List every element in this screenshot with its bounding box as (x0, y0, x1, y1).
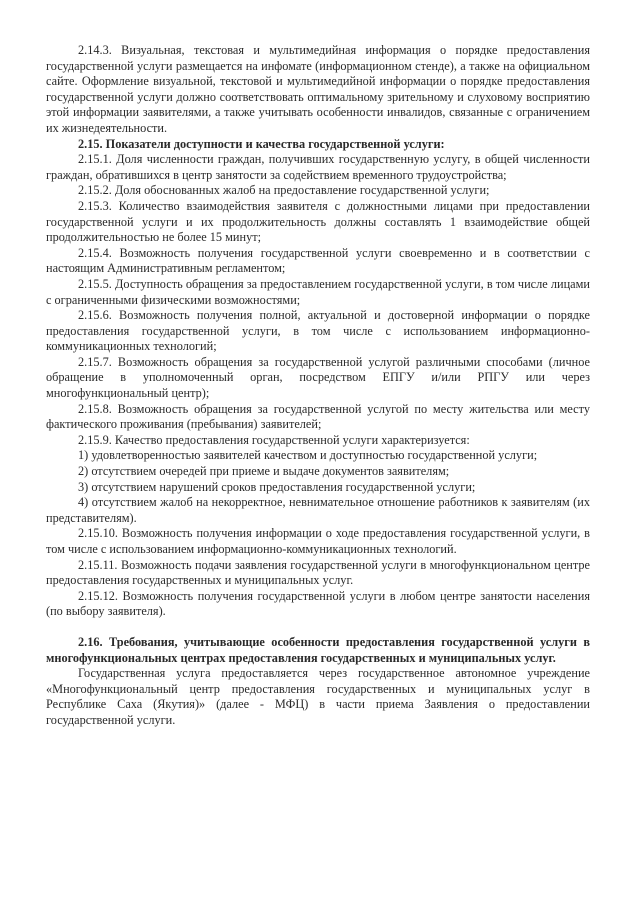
list-item-2-15-9-4: 4) отсутствием жалоб на некорректное, невнимательное отношение работников к заявителям (их представителям). (46, 495, 590, 525)
paragraph-2-16: Государственная услуга предоставляется через государственное автономное учреждение «Многофункциональный центр предоставления государственных и муниципальных услуг в Республике Саха (Якутия)» (далее - МФЦ) в части приема Заявления о предоставлении государственной услуги. (46, 666, 590, 727)
paragraph-2-14-3: 2.14.3. Визуальная, текстовая и мультимедийная информация о порядке предоставления государственной услуги размещается на инфомате (информационном стенде), а также на официальном сайте. Оформление визуальной, текстовой и мультимедийной информации о порядке предоставления государственной услуги должно соответствовать оптимальному зрительному и слуховому восприятию этой информации заявителями, а также учитывать особенности инвалидов, связанные с ограничением их жизнедеятельности. (46, 43, 590, 135)
list-item-2-15-9-1: 1) удовлетворенностью заявителей качеством и доступностью государственной услуги; (78, 448, 538, 463)
paragraph-2-15-3: 2.15.3. Количество взаимодействия заявителя с должностными лицами при предоставлении государственной услуги и их продолжительность должны составлять 1 взаимодействие общей продолжительностью не более 15 минут; (46, 198, 590, 245)
paragraph-2-15-1: 2.15.1. Доля численности граждан, получивших государственную услугу, в общей численности граждан, обратившихся в центр занятости за содействием временного трудоустройства; (46, 152, 590, 182)
paragraph-2-15-6: 2.15.6. Возможность получения полной, актуальной и достоверной информации о порядке предоставления государственной услуги, в том числе с использованием информационно-коммуникационных технологий; (46, 308, 590, 354)
paragraph-2-15-10: 2.15.10. Возможность получения информации о ходе предоставления государственной услуги, в том числе с использованием информационно-коммуникационных технологий. (46, 526, 590, 556)
paragraph-2-15-4: 2.15.4. Возможность получения государственной услуги своевременно и в соответствии с настоящим Административным регламентом; (46, 245, 590, 276)
heading-2-15: 2.15. Показатели доступности и качества государственной услуги: (78, 136, 445, 151)
paragraph-2-15-5: 2.15.5. Доступность обращения за предоставлением государственной услуги, в том числе лицами с ограниченными физическими возможностями; (46, 276, 590, 307)
list-item-2-15-9-3: 3) отсутствием нарушений сроков предоставления государственной услуги; (78, 479, 476, 494)
section-spacer (46, 620, 590, 635)
heading-2-16: 2.16. Требования, учитывающие особенности предоставления государственной услуги в многофункциональных центрах предоставления государственных и муниципальных услуг. (46, 634, 590, 665)
paragraph-2-15-8: 2.15.8. Возможность обращения за государственной услугой по месту жительства или месту фактического проживания (пребывания) заявителей; (46, 401, 590, 432)
paragraph-2-15-7: 2.15.7. Возможность обращения за государственной услугой различными способами (личное обращение в уполномоченный орган, посредством ЕПГУ и/или РПГУ или через многофункциональный центр); (46, 354, 590, 401)
paragraph-2-15-12: 2.15.12. Возможность получения государственной услуги в любом центре занятости населения (по выбору заявителя). (46, 588, 590, 619)
paragraph-2-15-2: 2.15.2. Доля обоснованных жалоб на предоставление государственной услуги; (78, 183, 490, 198)
paragraph-2-15-11: 2.15.11. Возможность подачи заявления государственной услуги в многофункциональном центре предоставления государственных и муниципальных услуг. (46, 557, 590, 588)
list-item-2-15-9-2: 2) отсутствием очередей при приеме и выдаче документов заявителям; (78, 464, 450, 479)
paragraph-2-15-9: 2.15.9. Качество предоставления государственной услуги характеризуется: (78, 432, 470, 447)
